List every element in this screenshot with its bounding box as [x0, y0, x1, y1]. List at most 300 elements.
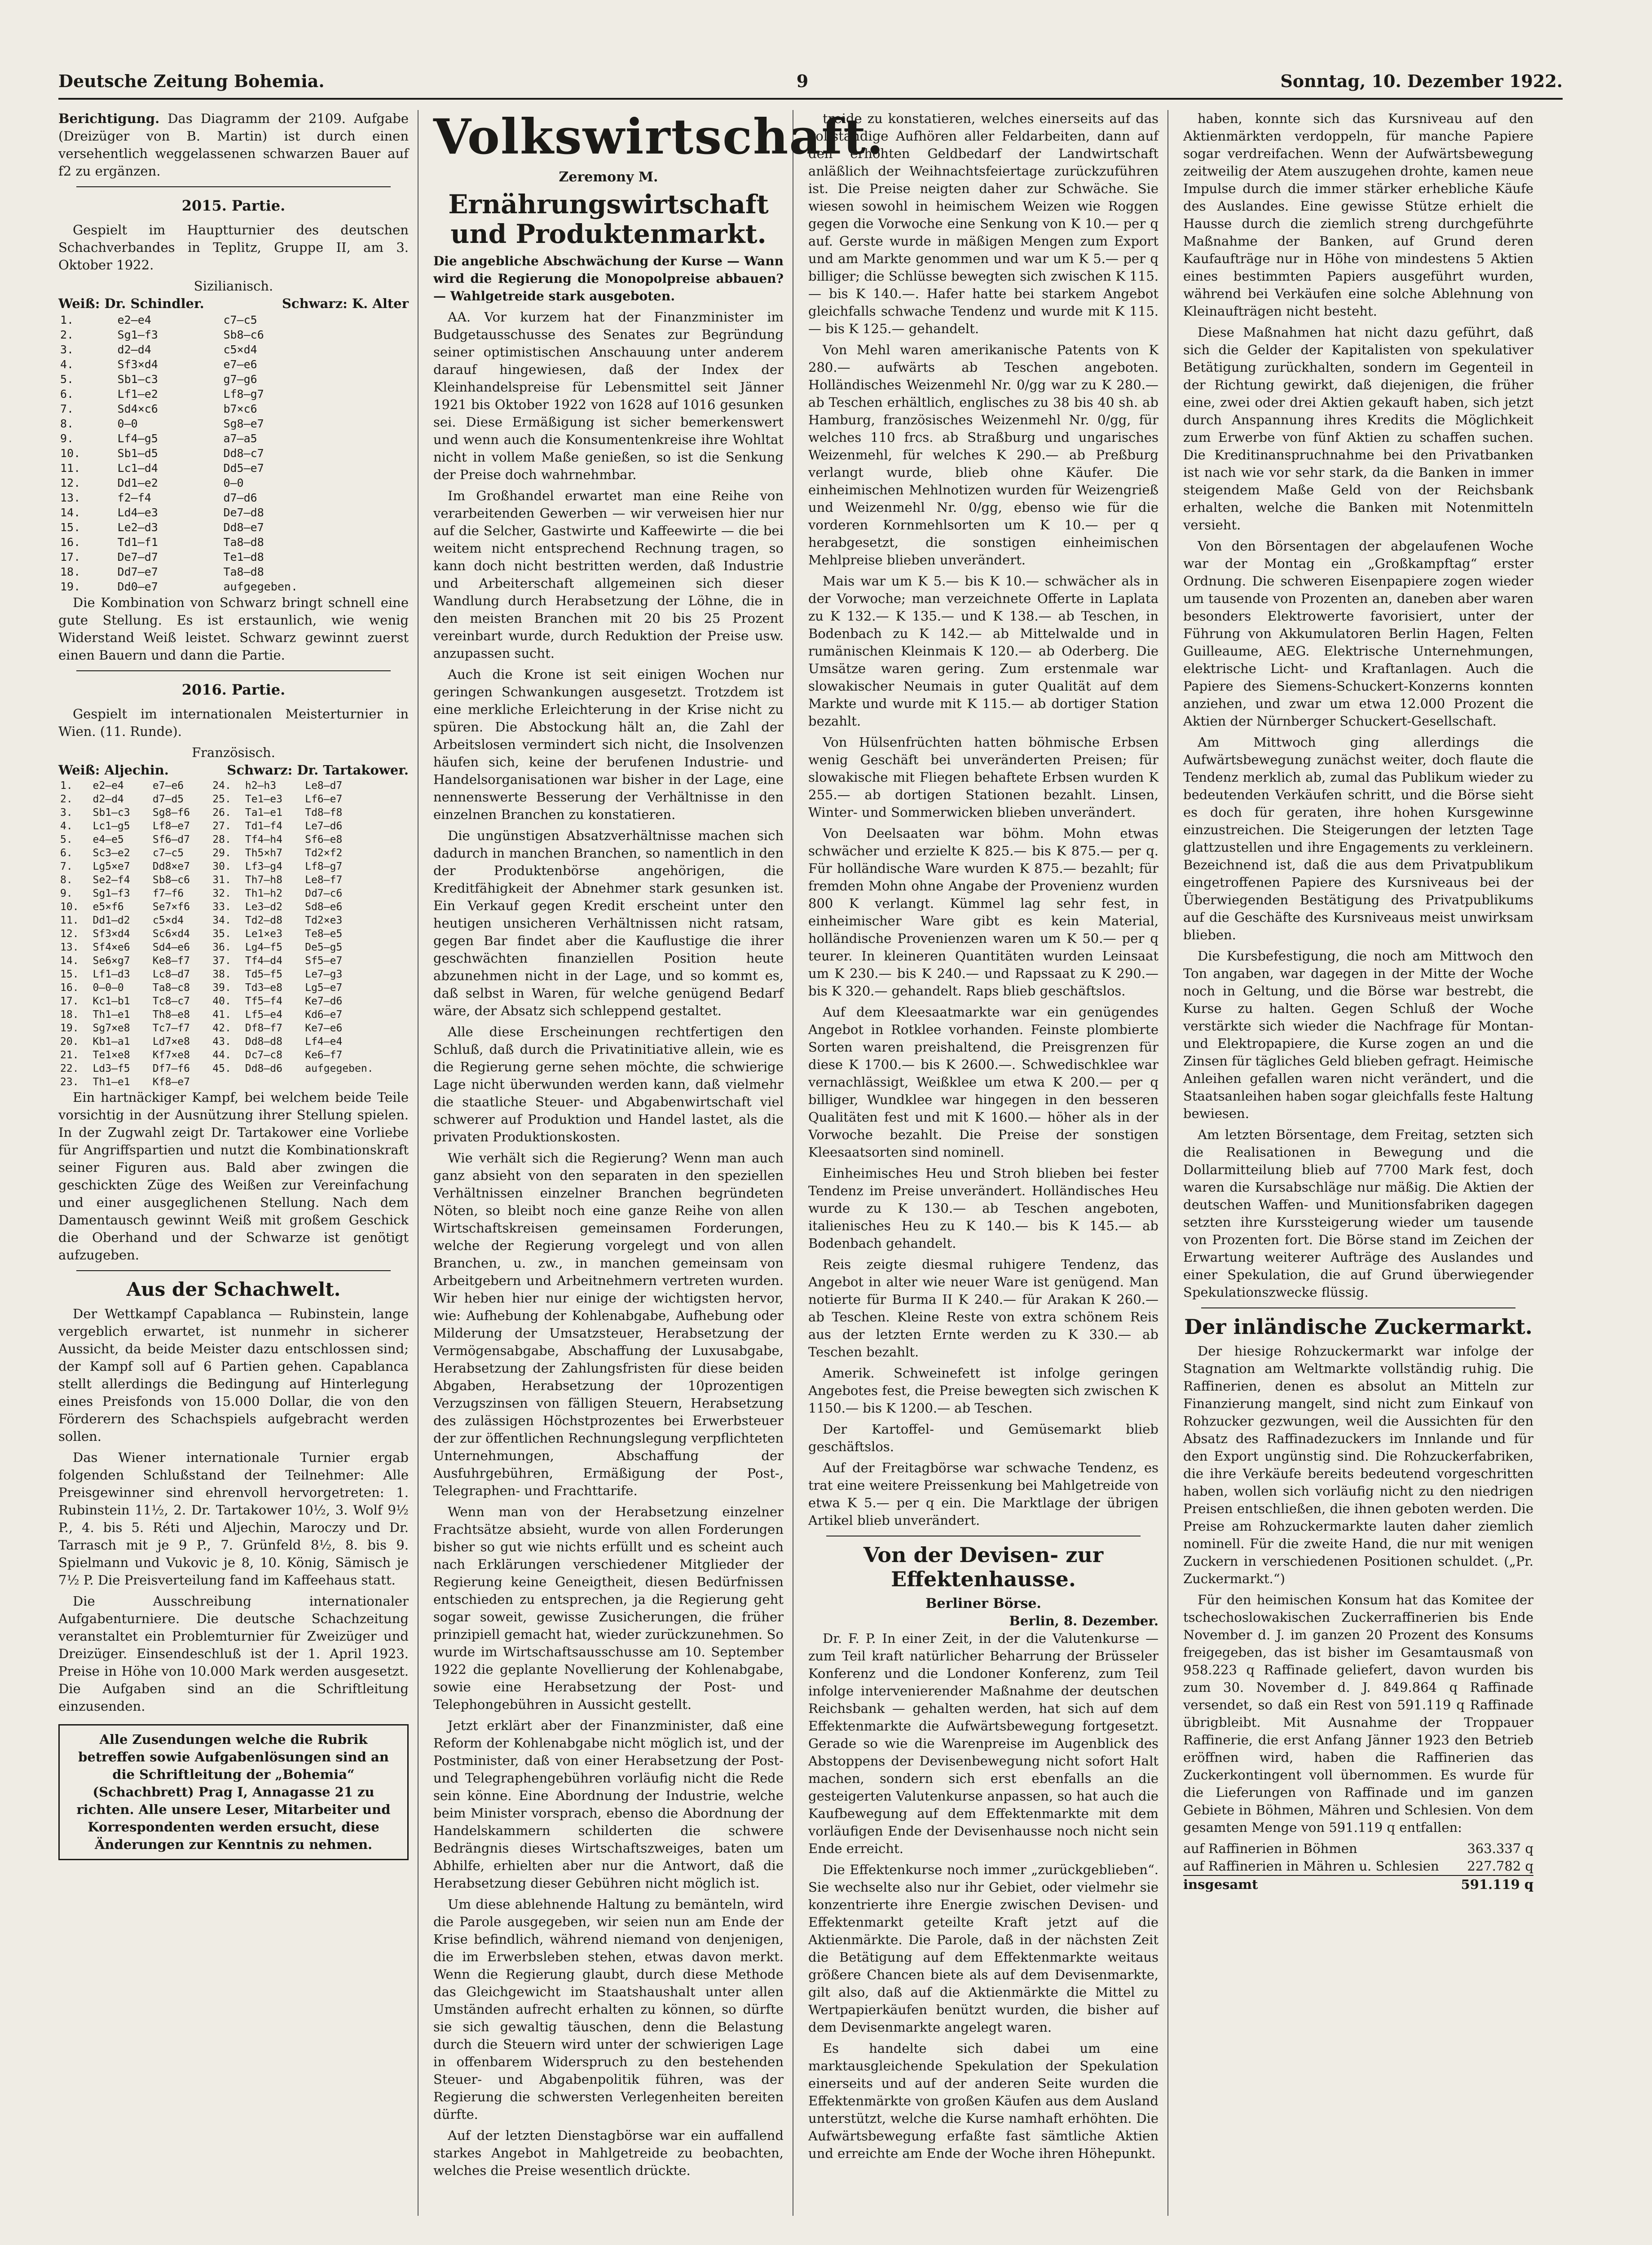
article-paragraph: Wenn man von der Herabsetzung einzelner Frachtsätze absieht, wurde von allen Forderungen bisher so gut wie nichts erfüllt und es scheint auch nach Erklärungen verschiedener Mitglieder der Regierung keine Geneigtheit, diesen Bedürfnissen entschieden zu entsprechen, ja die Regierung geht sogar soweit, gewisse Zusicherungen, die früher prinzipiell gemacht hat, wieder zurückzunehmen. So wurde im Wirtschaftsausschusse am 10. September 1922 die geplante Novellierung der Kohlenabgabe, sowie eine Herabsetzung der Post- und Telephongebühren in Aussicht gestellt. [433, 1504, 784, 1712]
move-cell: f2—f4 [117, 491, 151, 504]
correction-notice [58, 110, 409, 180]
devisen-dateline: Berlin, 8. Dezember. [1009, 1613, 1159, 1629]
move-row [58, 342, 409, 357]
move-cell: 11. [60, 462, 81, 475]
move-cell: Kd6—e7 [305, 1009, 343, 1021]
market-paragraph: Der Kartoffel- und Gemüsemarkt blieb geschäftslos. [808, 1422, 1159, 1454]
move-row [58, 927, 409, 941]
move-cell: Lf4—e4 [305, 1036, 343, 1048]
move-cell: Sb1—c3 [93, 807, 130, 819]
move-cell: 17. [60, 550, 81, 563]
correction-title: Berichtigung. [58, 111, 160, 126]
stock-article-body [1183, 110, 1533, 1301]
article-body [433, 308, 784, 2179]
market-paragraph: Amerik. Schweinefett ist infolge geringen Angebotes fest, die Preise bewegten sich zwischen K 1150.— bis K 1200.— ab Teschen. [808, 1365, 1159, 1416]
game2-black: Schwarz: Dr. Tartakower. [227, 762, 409, 778]
sugar-total-value: 591.119 q [1461, 1877, 1533, 1892]
game1-comment: Die Kombination von Schwarz bringt schnell eine gute Stellung. Es ist erstaunlich, wie wenig Widerstand Weiß leistet. Schwarz gewinnt zuerst einen Bauern und dann die Partie. [58, 595, 409, 663]
move-cell: Sg7×e8 [93, 1022, 130, 1034]
move-cell: Tc8—c7 [152, 995, 190, 1007]
move-cell: c5×d4 [223, 343, 257, 356]
move-cell: 14. [60, 506, 81, 519]
sugar-paragraph: Der hiesige Rohzuckermarkt war infolge der Stagnation am Weltmarkte vollständig ruhig. Die Raffinerien, denen es absolut an Mitteln zur Finanzierung mangelt, sind nicht zum Einkauf von Rohzucker gezwungen, weil die Aussichten für den Absatz des Raffinadezuckers im Innlande und für den Export ungünstig sind. Die Rohzuckerfabriken, die ihre Verkäufe bereits bedeutend vorgeschritten haben, wollen sich vorläufig nicht zu den niedrigen Preisen entschließen, die ihnen geboten werden. Die Preise am Rohzuckermarkte lauten daher ziemlich nominell. Für die zweite Hand, die nur mit wenigen Zuckern in verschiedenen Positionen schuldet. („Pr. Zuckermarkt.“) [1183, 1343, 1533, 1586]
move-cell: 9. [60, 888, 73, 899]
move-cell: Td1—f4 [245, 820, 282, 832]
market-paragraph: treide zu konstatieren, welches einerseits auf das vollständige Aufhören aller Feldarbeiten, dann auf den erhöhten Geldbedarf der Landwirtschaft anläßlich der Weihnachtsfeiertage zurückzuführen ist. Die Preise neigten daher zur Schwäche. Sie wiesen sowohl in heimischem Weizen wie Roggen gegen die Vorwoche eine Senkung von K 10.— per q auf. Gerste wurde in mäßigen Mengen zum Export und am Markte genommen und war um K 5.— per q billiger; die Schlüsse bewegten sich zwischen K 115.— bis K 140.—. Hafer hatte bei starkem Angebot gleichfalls schwache Tendenz und wurde mit K 115.— bis K 125.— gehandelt. [808, 111, 1159, 336]
move-cell: Ta8—c8 [152, 982, 190, 994]
move-cell: 22. [60, 1063, 79, 1074]
move-cell: Se2—f4 [93, 874, 130, 886]
move-row [58, 564, 409, 579]
move-cell: Th5×h7 [245, 847, 282, 859]
move-cell: Dd1—d2 [93, 915, 130, 926]
move-cell: Ke7—d6 [305, 995, 343, 1007]
move-cell: Tf4—h4 [245, 834, 282, 845]
devisen-body [808, 1630, 1159, 2162]
move-cell: g7—g6 [223, 373, 257, 386]
market-paragraph: Auf der Freitagbörse war schwache Tendenz, es trat eine weitere Preissenkung bei Mahlgetreide von etwa K 5.— per q ein. Die Marktlage der übrigen Artikel blieb unverändert. [808, 1460, 1159, 1528]
column-stock-sugar [1183, 110, 1533, 2220]
move-row [58, 833, 409, 846]
move-cell: 42. [212, 1022, 231, 1034]
move-row [58, 416, 409, 431]
move-cell: 21. [60, 1049, 79, 1061]
move-row [58, 357, 409, 372]
column-divider [1167, 110, 1168, 2216]
move-cell: Tc7—f7 [152, 1022, 190, 1034]
move-cell: Le7—g3 [305, 968, 343, 980]
market-paragraph: Von Mehl waren amerikanische Patents von K 280.— aufwärts ab Teschen angeboten. Holländisches Weizenmehl Nr. 0/gg war zu K 280.— ab Teschen erhältlich, englisches zu 38 bis 40 sh. ab Hamburg, französisches Weizenmehl Nr. 0/gg, für welches 110 frcs. ab Straßburg und ungarisches Weizenmehl, für welches K 290.— ab Preßburg verlangt wurde, blieb ohne Käufer. Die einheimischen Mehlnotizen wurden für Weizengrieß und Weizenmehl Nr. 0/gg, ebenso wie für die vorderen Kornmehlsorten um K 10.— per q herabgesetzt, die sonstigen einheimischen Mehlpreise blieben unverändert. [808, 342, 1159, 568]
move-cell: 11. [60, 915, 79, 926]
move-cell: e5×f6 [93, 901, 124, 913]
column-markets [808, 110, 1159, 2220]
move-cell: Dc7—c8 [245, 1049, 282, 1061]
move-cell: Dd7—e7 [117, 565, 158, 578]
article-paragraph: Auf der letzten Dienstagbörse war ein auffallend starkes Angebot in Mahlgetreide zu beobachten, welches die Preise wesentlich drückte. [433, 2128, 784, 2178]
move-row [58, 968, 409, 981]
move-cell: f7—f6 [152, 888, 184, 899]
move-cell: b7×c6 [223, 402, 257, 415]
move-row [58, 1075, 409, 1089]
move-cell: 20. [60, 1036, 79, 1048]
divider [76, 1270, 391, 1271]
move-cell: Sb1—c3 [117, 373, 158, 386]
article-paragraph: Im Großhandel erwartet man eine Reihe von verarbeitenden Gewerben — wir verweisen hier nur auf die Selcher, Gastwirte und Kaffeewirte — die bei weitem nicht entsprechend Rechnung tragen, so kann doch nicht bestritten werden, daß Industrie und Arbeiterschaft allgemeinen sich dieser Wandlung durch Herabsetzung der Löhne, die in den meisten Branchen mit 20 bis 25 Prozent vereinbart wurde, durch Reduktion der Preise usw. anzupassen sucht. [433, 488, 784, 661]
move-cell: Te1—e3 [245, 793, 282, 805]
move-row [58, 431, 409, 446]
move-cell: Le8—f7 [305, 874, 343, 886]
article-headline: Ernährungswirtschaft und Produktenmarkt. [448, 189, 769, 249]
move-cell: 32. [212, 888, 231, 899]
move-cell: Td1—f1 [117, 536, 158, 549]
move-cell: 5. [60, 834, 73, 845]
newspaper-name: Deutsche Zeitung Bohemia. [58, 70, 325, 91]
move-cell: Th1—e1 [93, 1009, 130, 1021]
move-cell: Lg4—f5 [245, 942, 282, 953]
move-cell: 7. [60, 861, 73, 872]
move-row [58, 914, 409, 927]
move-cell: aufgegeben. [223, 580, 298, 593]
issue-date: Sonntag, 10. Dezember 1922. [1280, 70, 1563, 91]
move-cell: Sb8—c6 [223, 328, 264, 341]
move-row [58, 981, 409, 995]
game1-players [58, 295, 409, 313]
move-cell: 25. [212, 793, 231, 805]
move-cell: De7—d7 [117, 550, 158, 563]
move-cell: d7—d5 [152, 793, 184, 805]
move-row [58, 819, 409, 833]
move-cell: 5. [60, 373, 74, 386]
move-cell: Ld4—e3 [117, 506, 158, 519]
move-cell: 13. [60, 491, 81, 504]
move-cell: Df8—f7 [245, 1022, 282, 1034]
move-cell: Ld3—f5 [93, 1063, 130, 1074]
sugar-table [1183, 1840, 1533, 1875]
move-cell: Kf7×e8 [152, 1049, 190, 1061]
move-cell: e2—e4 [117, 313, 151, 326]
move-cell: 10. [60, 901, 79, 913]
move-cell: Kf8—e7 [152, 1076, 190, 1088]
move-cell: c7—c5 [152, 847, 184, 859]
move-cell: Kc1—b1 [93, 995, 130, 1007]
page-header [58, 67, 1563, 94]
move-cell: Df7—f6 [152, 1063, 190, 1074]
devisen-paragraph: Die Effektenkurse noch immer „zurückgeblieben“. Sie wechselte also nur ihr Gebiet, oder vielmehr sie konzentrierte ihre Energie zwischen Devisen- und Effektenmarkt geteilte Kraft jetzt auf die Aktienmärkte. Die Parole, daß in der nächsten Zeit die Betätigung auf dem Effektenmarkte weitaus größere Chancen biete als auf dem Devisenmarkte, gilt also, daß auf die Aktienmärkte die Mittel zu Wertpapierkäufen benützt wurden, die bisher auf dem Devisenmarkte angelegt waren. [808, 1862, 1159, 2035]
move-row [58, 1035, 409, 1048]
move-cell: Lc8—d7 [152, 968, 190, 980]
article-paragraph: Jetzt erklärt aber der Finanzminister, daß eine Reform der Kohlenabgabe nicht möglich ist, und der Postminister, daß von einer Herabsetzung der Post- und Telegraphengebühren vorläufig nicht die Rede sein könne. Eine Abordnung der Industrie, welche beim Minister vorsprach, ebenso die Abordnung der Handelskammern schilderten die schwere Bedrängnis dieses Wirtschaftszweiges, baten um Abhilfe, erhielten aber nur die Antwort, daß die Herabsetzung dieser Gebühren nicht möglich ist. [433, 1718, 784, 1891]
article-lead: Die angebliche Abschwächung der Kurse — Wann wird die Regierung die Monopolpreise abbauen? — Wahlgetreide stark ausgeboten. [433, 254, 784, 304]
move-cell: Th1—h2 [245, 888, 282, 899]
sugar-row-value: 227.782 q [1467, 1858, 1533, 1874]
move-cell: 23. [60, 1076, 79, 1088]
move-row [58, 995, 409, 1008]
move-cell: 18. [60, 565, 81, 578]
move-row [58, 941, 409, 954]
move-cell: e7—e6 [152, 780, 184, 792]
move-cell: 3. [60, 343, 74, 356]
divider [76, 186, 391, 187]
move-cell: 31. [212, 874, 231, 886]
move-row [58, 779, 409, 792]
section-title: Volkswirtschaft. [433, 109, 885, 165]
game2-comment: Ein hartnäckiger Kampf, bei welchem beide Teile vorsichtig in der Ausnützung ihrer Stellung spielen. In der Zugwahl zeigt Dr. Tartakower eine Vorliebe für Angriffspartien und nutzt die Kombinationskraft seiner Figuren aus. Bald aber zwingen die geschickten Züge des Weißen zur Vereinfachung und einer ausgeglichenen Stellung. Nach dem Damentausch gewinnt Weiß mit großem Geschick die Oberhand und der Schwarze ist genötigt aufzugeben. [58, 1090, 409, 1263]
move-cell: 36. [212, 942, 231, 953]
sugar-paragraph: Für den heimischen Konsum hat das Komitee der tschechoslowakischen Zuckerraffinerien bis Ende November d. J. im ganzen 20 Prozent des Konsums freigegeben, das ist bisher im Gesamtausmaß von 958.223 q Raffinade geliefert, davon wurden bis zum 30. November d. J. 849.864 q Raffinade versendet, so daß ein Rest von 591.119 q Raffinade übrigbleibt. Mit Ausnahme der Troppauer Raffinerie, die erst Anfang Jänner 1923 den Betrieb eröffnen wird, haben die Raffinerien das Zuckerkontingent voll übernommen. Es wurde für die Lieferungen von Raffinade und im ganzen Gebiete in Böhmen, Mähren und Schlesien. Von dem gesamten Menge von 591.119 q entfallen: [1183, 1592, 1533, 1835]
move-cell: 34. [212, 915, 231, 926]
chess-world-paragraph: Der Wettkampf Capablanca — Rubinstein, lange vergeblich erwartet, ist nunmehr in sicherer Aussicht, da beide Meister dazu entschlossen sind; der Kampf soll auf 6 Partien gehen. Capablanca stellt allerdings die Bedingung auf Hinterlegung eines Preisfonds von 15.000 Dollar, die von den Förderern des Schachspiels aufgebracht werden sollen. [58, 1306, 409, 1444]
move-cell: Ke8—f7 [152, 955, 190, 967]
move-cell: Kb1—a1 [93, 1036, 130, 1048]
move-cell: Se6×g7 [93, 955, 130, 967]
move-cell: 26. [212, 807, 231, 819]
game1-moves-table [58, 313, 409, 594]
sugar-row-value: 363.337 q [1467, 1841, 1533, 1856]
move-row [58, 387, 409, 401]
article-paragraph: Die ungünstigen Absatzverhältnisse machen sich dadurch in manchen Branchen, so namentlich in den der Produktenbörse angehörigen, die Kreditfähigkeit der Abnehmer stark gesunken ist. Ein Verkauf gegen Kredit erscheint unter den heutigen unsicheren Verhältnissen nicht ratsam, gegen Bar findet aber die Kauflustige die ihrer geschwächten finanziellen Position heute abzunehmen nicht in der Lage, und so kommt es, daß selbst in Waren, für welche genügend Bedarf wäre, der Absatz sich schleppend gestaltet. [433, 828, 784, 1018]
move-cell: 16. [60, 536, 81, 549]
sugar-body [1183, 1343, 1533, 1836]
sugar-row-label: auf Raffinerien in Mähren u. Schlesien [1183, 1858, 1439, 1874]
move-row [58, 954, 409, 968]
move-cell: 33. [212, 901, 231, 913]
move-cell: 19. [60, 1022, 79, 1034]
move-cell: Se7×f6 [152, 901, 190, 913]
move-row [58, 372, 409, 387]
move-cell: Tf5—f4 [245, 995, 282, 1007]
move-cell: Sb1—d5 [117, 447, 158, 460]
move-cell: Ta8—d8 [223, 565, 264, 578]
move-cell: Sf3×d4 [93, 928, 130, 940]
move-cell: 28. [212, 834, 231, 845]
chess-world-title: Aus der Schachwelt. [126, 1278, 341, 1300]
move-cell: 12. [60, 476, 81, 489]
move-cell: Lf4—g5 [117, 432, 158, 445]
move-cell: d2—d4 [117, 343, 151, 356]
chess-world-paragraph: Die Ausschreibung internationaler Aufgabenturniere. Die deutsche Schachzeitung veranstaltet ein Problemturnier für Zweizüger und Dreizüger. Einsendeschluß ist der 1. April 1923. Preise in Höhe von 10.000 Mark werden ausgesetzt. Die Aufgaben sind an die Schriftleitung einzusenden. [58, 1594, 409, 1714]
header-rule [58, 98, 1563, 100]
move-cell: Lf8—g7 [223, 387, 264, 401]
move-cell: 0—0 [117, 417, 138, 430]
move-cell: 10. [60, 447, 81, 460]
game1-black: Schwarz: K. Alter [282, 296, 409, 311]
move-row [58, 461, 409, 475]
move-cell: Lf8—e7 [152, 820, 190, 832]
move-cell: aufgegeben. [305, 1063, 374, 1074]
move-cell: Ta1—e1 [245, 807, 282, 819]
move-cell: Td2×f2 [305, 847, 343, 859]
move-cell: Th8—e8 [152, 1009, 190, 1021]
move-cell: 27. [212, 820, 231, 832]
game2-players [58, 762, 409, 779]
move-cell: Sf6—d7 [152, 834, 190, 845]
move-cell: 8. [60, 874, 73, 886]
move-cell: Sd4—e6 [152, 942, 190, 953]
move-cell: d2—d4 [93, 793, 124, 805]
devisen-paragraph: Es handelte sich dabei um eine marktausgleichende Spekulation der Spekulation einerseits und auf der anderen Seite wurden die Effektenmärkte von großen Käufen aus dem Ausland unterstützt, welche die Kurse namhaft erhöhten. Die Aufwärtsbewegung erfaßte fast sämtliche Aktien und erreichte am Ende der Woche ihren Höhepunkt. [808, 2041, 1159, 2161]
move-row [58, 327, 409, 342]
move-cell: 8. [60, 417, 74, 430]
move-cell: Dd8—e7 [223, 521, 264, 534]
devisen-place: Berliner Börse. [925, 1596, 1041, 1611]
article-paragraph: Um diese ablehnende Haltung zu bemänteln, wird die Parole ausgegeben, wir seien nun am Ende der Krise befindlich, während niemand von denjenigen, die im Erwerbsleben stehen, etwas davon merkt. Wenn die Regierung glaubt, durch diese Methode das Gleichgewicht im Staatshaushalt unter allen Umständen aufrecht erhalten zu können, so dürfte sie sich gewaltig täuschen, denn die Belastung durch die Steuern wird unter der schwierigen Lage in offenbarem Widerspruch zu den bestehenden Steuer- und Abgabenpolitik führen, was der Regierung die schwersten Verlegenheiten bereiten dürfte. [433, 1897, 784, 2122]
move-cell: h2—h3 [245, 780, 277, 792]
move-row [58, 887, 409, 900]
move-row [58, 846, 409, 860]
move-cell: 14. [60, 955, 79, 967]
move-row [58, 579, 409, 594]
stock-paragraph: Diese Maßnahmen hat nicht dazu geführt, daß sich die Gelder der Kapitalisten von spekulativer Betätigung zurückhalten, sondern im Gegenteil in der Richtung gewirkt, daß diejenigen, die früher eine, zwei oder drei Aktien gekauft haben, sich jetzt durch Anspannung ihres Kredits die Möglichkeit zum Erwerbe von fünf Aktien zu schaffen suchen. Die Kreditinanspruchnahme bei den Privatbanken ist nach wie vor sehr stark, da die Banken in immer steigendem Maße Geld von der Reichsbank erhalten, welche die Banken mit Notenmitteln versieht. [1183, 325, 1533, 533]
article-body-continued [808, 110, 1159, 1529]
move-cell: Sd8—e6 [305, 901, 343, 913]
move-cell: 16. [60, 982, 79, 994]
move-cell: Td2×e3 [305, 915, 343, 926]
move-cell: Te1—d8 [223, 550, 264, 563]
move-cell: 4. [60, 358, 74, 371]
move-cell: Sg1—f3 [93, 888, 130, 899]
move-cell: De5—g5 [305, 942, 343, 953]
devisen-paragraph: Dr. F. P. In einer Zeit, in der die Valutenkurse — zum Teil kraft natürlicher Beharrung der Brüsseler Konferenz und die Londoner Konferenz, zum Teil infolge intervenierender Maßnahme der deutschen Reichsbank — gehalten werden, hat sich auf dem Effektenmarkte die Aufwärtsbewegung fortgesetzt. Gerade so wie die Warenpreise im Augenblick des Abstoppens der Devisenbewegung nicht sofort Halt machen, sondern sich erst ebenfalls an die gesteigerten Valutenkurse anpassen, so hat auch die Kaufbewegung auf dem Effektenmarkte mit dem vorläufigen Ende der Devisenhausse noch nicht sein Ende erreicht. [808, 1631, 1159, 1856]
divider [1201, 1307, 1515, 1308]
move-cell: Lf8—g7 [305, 861, 343, 872]
move-cell: 15. [60, 521, 81, 534]
move-cell: Lg5×e7 [93, 861, 130, 872]
move-cell: Ke7—e6 [305, 1022, 343, 1034]
move-cell: 39. [212, 982, 231, 994]
move-cell: Dd8—d6 [245, 1063, 282, 1074]
move-cell: 38. [212, 968, 231, 980]
move-cell: 35. [212, 928, 231, 940]
move-cell: e7—e6 [223, 358, 257, 371]
move-cell: Dd5—e7 [223, 462, 264, 475]
market-paragraph: Einheimisches Heu und Stroh blieben bei fester Tendenz im Preise unverändert. Holländisches Heu wurde zu K 130.— ab Teschen angeboten, italienisches Heu zu K 140.— bis K 145.— ab Bodenbach gehandelt. [808, 1166, 1159, 1251]
correction-text: Das Diagramm der 2109. Aufgabe (Dreizüger von B. Martin) ist durch einen versehentlich weggelassenen schwarzen Bauer auf f2 zu ergänzen. [58, 111, 409, 179]
market-paragraph: Auf dem Kleesaatmarkte war ein genügendes Angebot in Rotklee vorhanden. Feinste plombierte Sorten waren preishaltend, die Preisgrenzen für diese K 1700.— bis K 2600.—. Schwedischklee war vernachlässigt, Weißklee um etwa K 200.— per q billiger, Wundklee war hingegen in den besseren Qualitäten fest und mit K 1600.— höher als in der Vorwoche bezahlt. Die Preise der sonstigen Kleesaatsorten sind nominell. [808, 1004, 1159, 1160]
move-cell: 1. [60, 780, 73, 792]
move-cell: e4—e5 [93, 834, 124, 845]
move-cell: Lf6—e7 [305, 793, 343, 805]
move-row [58, 401, 409, 416]
move-cell: Le8—d7 [305, 780, 343, 792]
move-cell: Le1×e3 [245, 928, 282, 940]
move-cell: 7. [60, 402, 74, 415]
move-cell [243, 1075, 303, 1089]
move-cell: 1. [60, 313, 74, 326]
move-cell: Sg8—e7 [223, 417, 264, 430]
move-cell: Sf6—e8 [305, 834, 343, 845]
move-cell: a7—a5 [223, 432, 257, 445]
sugar-row [1183, 1858, 1533, 1875]
move-cell: 6. [60, 387, 74, 401]
move-row [58, 313, 409, 327]
move-cell: 41. [212, 1009, 231, 1021]
column-chess [58, 110, 409, 2220]
move-cell: Sf5—e7 [305, 955, 343, 967]
move-cell: Lg5—e7 [305, 982, 343, 994]
move-cell: 43. [212, 1036, 231, 1048]
move-cell: Sg1—f3 [117, 328, 158, 341]
move-row [58, 535, 409, 550]
section-byline: Zeremony M. [559, 169, 658, 185]
move-row [58, 792, 409, 806]
move-cell: 9. [60, 432, 74, 445]
move-cell: Sf3×d4 [117, 358, 158, 371]
move-cell: Th7—h8 [245, 874, 282, 886]
stock-paragraph: haben, konnte sich das Kursniveau auf den Aktienmärkten verdoppeln, für manche Papiere sogar verdreifachen. Wenn der Aufwärtsbewegung zeitweilig der Atem auszugehen drohte, kamen neue Impulse durch die immer stärker erhebliche Käufe des Auslandes. Eine gewisse Stütze erhielt die Hausse durch die ziemlich streng durchgeführte Maßnahme der Banken, auf Grund deren Kaufaufträge nur in Höhe von mindestens 5 Aktien eines bestimmten Papiers ausgeführt wurden, während bei Verkäufen eine solche Ablehnung von Kleinaufträgen nicht besteht. [1183, 111, 1533, 319]
move-cell: Sf4×e6 [93, 942, 130, 953]
move-cell: Ke6—f7 [305, 1049, 343, 1061]
move-cell: 44. [212, 1049, 231, 1061]
move-cell: Le2—d3 [117, 521, 158, 534]
page-number: 9 [796, 70, 809, 91]
move-cell: Dd7—c6 [305, 888, 343, 899]
move-cell: Lf5—e4 [245, 1009, 282, 1021]
move-cell: 18. [60, 1009, 79, 1021]
move-cell: 13. [60, 942, 79, 953]
move-row [58, 860, 409, 873]
move-cell: Td8—f8 [305, 807, 343, 819]
move-cell: c7—c5 [223, 313, 257, 326]
stock-paragraph: Am letzten Börsentage, dem Freitag, setzten sich die Realisationen in Bewegung und die Dollarmitteilung blieb auf 7700 Mark fest, doch waren die Kursabschläge nur mäßig. Die Aktien der deutschen Waffen- und Munitionsfabriken dagegen setzten ihre Kurssteigerung wieder um tausende von Prozenten fort. Die Börse stand im Zeichen der Erwartung weiterer Aufträge des Auslandes und einer Spekulation, die auf Grund überwiegender Spekulationszwecke flüssig. [1183, 1127, 1533, 1300]
sugar-row-label: auf Raffinerien in Böhmen [1183, 1841, 1357, 1856]
market-paragraph: Reis zeigte diesmal ruhigere Tendenz, das Angebot in alter wie neuer Ware ist genügend. Man notierte für Burma II K 240.— für Arakan K 260.— ab Teschen. Kleine Reste von extra schönem Reis aus der letzten Ernte werden zu K 330.— ab Teschen bezahlt. [808, 1257, 1159, 1360]
column-divider [418, 110, 419, 2216]
move-row [58, 550, 409, 564]
sugar-total-label: insgesamt [1183, 1877, 1258, 1892]
move-cell: Te8—e5 [305, 928, 343, 940]
devisen-headline: Von der Devisen- zur Effektenhausse. [863, 1543, 1104, 1591]
move-cell: Ld7×e8 [152, 1036, 190, 1048]
move-cell: Tf4—d4 [245, 955, 282, 967]
market-paragraph: Mais war um K 5.— bis K 10.— schwächer als in der Vorwoche; man verzeichnete Offerte in Laplata zu K 132.— K 135.— und K 138.— ab Teschen, in Bodenbach zu K 142.— ab Mittelwalde und in rumänischen Kleinmais K 120.— ab Oderberg. Die Umsätze waren gering. Zum erstenmale war slowakischer Neumais in guter Qualität auf dem Markte und wurde mit K 115.— ab dortiger Station bezahlt. [808, 573, 1159, 729]
game2-title: 2016. Partie. [181, 681, 286, 698]
move-cell: Dd1—e2 [117, 476, 158, 489]
move-cell: 2. [60, 328, 74, 341]
move-cell: c5×d4 [152, 915, 184, 926]
move-cell: Lc1—d4 [117, 462, 158, 475]
move-cell: Te1×e8 [93, 1049, 130, 1061]
move-cell: Dd8×e7 [152, 861, 190, 872]
move-cell: Dd8—c7 [223, 447, 264, 460]
divider [76, 670, 391, 671]
move-row [58, 806, 409, 819]
move-row [58, 505, 409, 520]
move-row [58, 446, 409, 461]
move-cell: e2—e4 [93, 780, 124, 792]
move-cell: Sd4×c6 [117, 402, 158, 415]
move-cell: Sc6×d4 [152, 928, 190, 940]
article-paragraph: Wie verhält sich die Regierung? Wenn man auch ganz absieht von den separaten in den speziellen Verhältnissen einzelner Branchen begründeten Nöten, so bleibt noch eine ganze Reihe von allen Wirtschaftskreisen gemeinsamen Forderungen, welche der Regierung vorgelegt und von allen Branchen, u. zw., in manchen gemeinsam von Arbeitgebern und Arbeitnehmern vertreten wurden. Wir heben hier nur einige der wichtigsten hervor, wie: Aufhebung der Kohlenabgabe, Aufhebung oder Milderung der Umsatzsteuer, Herabsetzung der Vermögensabgabe, Abschaffung der Luxusabgabe, Herabsetzung der Zahlungsfristen für diese beiden Abgaben, Herabsetzung der 10prozentigen Verzugszinsen von fälligen Steuern, Herabsetzung des zulässigen Höchstprozentes bei Erwerbsteuer der zur öffentlichen Rechnungslegung verpflichteten Unternehmungen, Abschaffung der Ausfuhrgebühren, Ermäßigung der Post-, Telegraphen- und Frachttarife. [433, 1150, 784, 1498]
move-cell: Dd0—e7 [117, 580, 158, 593]
sugar-headline: Der inländische Zuckermarkt. [1184, 1315, 1533, 1339]
move-row [58, 900, 409, 914]
game1-white: Weiß: Dr. Schindler. [58, 296, 204, 311]
article-paragraph: Auch die Krone ist seit einigen Wochen nur geringen Schwankungen ausgesetzt. Trotzdem ist eine merkliche Erleichterung in der Krise nicht zu spüren. Die Abstockung hält an, die Zahl der Arbeitslosen vermindert sich nicht, die Insolvenzen häufen sich, keine der berufenen Industrie- und Handelsorganisationen war bisher in der Lage, eine nennenswerte Besserung der Verhältnisse in den einzelnen Branchen zu konstatieren. [433, 667, 784, 822]
move-cell: 40. [212, 995, 231, 1007]
article-paragraph: AA. Vor kurzem hat der Finanzminister im Budgetausschusse des Senates zur Begründung seiner optimistischen Anschauung unter anderem darauf hingewiesen, daß der Index der Kleinhandelspreise für Lebensmittel seit Jänner 1921 bis Oktober 1922 von 1628 auf 1016 gesunken sei. Diese Ermäßigung ist sicher bemerkenswert und wenn auch die Konsumentenkreise ihre Wohltat nicht in vollem Maße genießen, so ist die Senkung der Preise doch wahrnehmbar. [433, 309, 784, 482]
move-row [58, 520, 409, 535]
sugar-total-row [1183, 1875, 1533, 1893]
game2-moves-table [58, 779, 409, 1089]
move-cell: Td5—f5 [245, 968, 282, 980]
submission-notice-box: Alle Zusendungen welche die Rubrik betreffen sowie Aufgabenlösungen sind an die Schriftleitung der „Bohemia“ (Schachbrett) Prag I, Annagasse 21 zu richten. Alle unsere Leser, Mitarbeiter und Korrespondenten werden ersucht, diese Änderungen zur Kenntnis zu nehmen. [58, 1724, 409, 1860]
move-cell: Lf1—d3 [93, 968, 130, 980]
move-cell: 6. [60, 847, 73, 859]
market-paragraph: Von Hülsenfrüchten hatten böhmische Erbsen wenig Geschäft bei unveränderten Preisen; für slowakische mit Fliegen behaftete Erbsen wurden K 255.— ab dortigen Stationen bezahlt. Linsen, Winter- und Sommerwicken blieben unverändert. [808, 735, 1159, 820]
move-row [58, 1021, 409, 1035]
move-cell: Td3—e8 [245, 982, 282, 994]
move-cell: Lc1—g5 [93, 820, 130, 832]
move-cell [303, 1075, 409, 1089]
move-row [58, 1062, 409, 1075]
move-cell: Le3—d2 [245, 901, 282, 913]
move-cell: Th1—e1 [93, 1076, 130, 1088]
move-cell: 2. [60, 793, 73, 805]
stock-paragraph: Die Kursbefestigung, die noch am Mittwoch den Ton angaben, war dagegen in der Mitte der Woche noch in Geltung, und die Börse war bestrebt, die Kurse zu halten. Gegen Schluß der Woche verstärkte sich wieder die Nachfrage für Montan- und Elektropapiere, die Kurse zogen an und die Zinsen für tägliches Geld blieben gefragt. Heimische Anleihen gefallen waren nicht verändert, und die Staatsanleihen haben sogar gleichfalls feste Haltung bewiesen. [1183, 948, 1533, 1121]
move-cell: Dd8—d8 [245, 1036, 282, 1048]
move-row [58, 475, 409, 490]
move-cell: Td2—d8 [245, 915, 282, 926]
move-cell: Ta8—d8 [223, 536, 264, 549]
move-cell: Sb8—c6 [152, 874, 190, 886]
market-paragraph: Von Deelsaaten war böhm. Mohn etwas schwächer und erzielte K 825.— bis K 875.— per q. Für holländische Ware wurden K 875.— bezahlt; für fremden Mohn ohne Angabe der Provenienz wurden 800 K verlangt. Kümmel lag sehr fest, in einheimischer Ware gibt es kein Material, holländische Provenienzen waren um K 50.— per q teurer. In kleineren Quantitäten wurden Leinsaat um K 230.— bis K 240.— und Rapssaat zu K 290.— bis K 320.— gehandelt. Raps blieb geschäftslos. [808, 826, 1159, 999]
move-cell [211, 1075, 243, 1089]
game1-title: 2015. Partie. [181, 197, 286, 214]
move-cell: 37. [212, 955, 231, 967]
game2-white: Weiß: Aljechin. [58, 762, 169, 778]
move-cell: 3. [60, 807, 73, 819]
move-cell: 24. [212, 780, 231, 792]
